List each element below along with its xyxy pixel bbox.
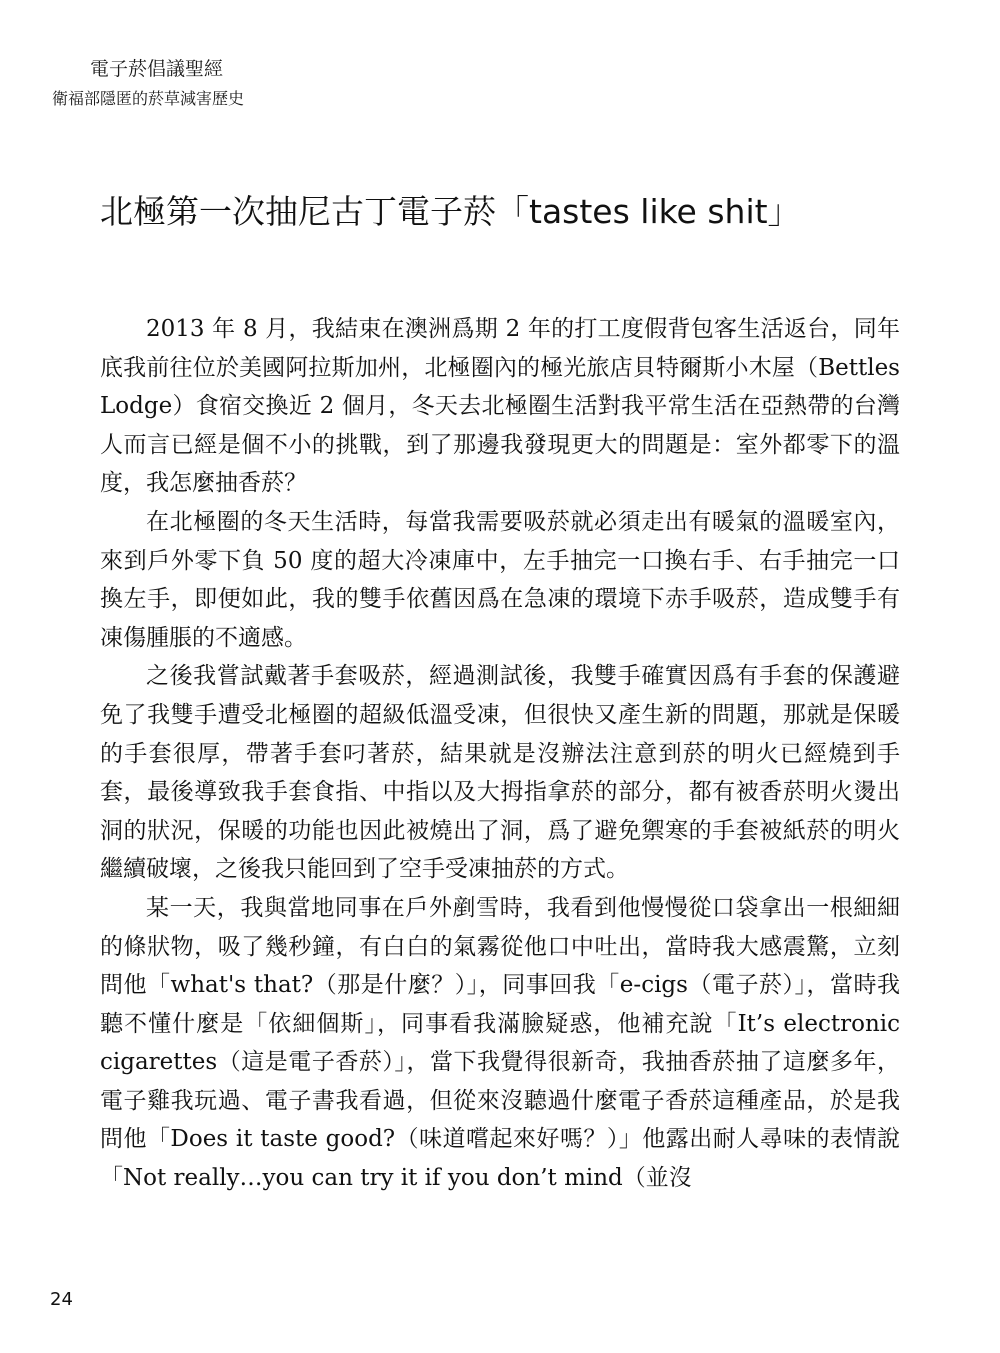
paragraph: 在北極圈的冬天生活時，每當我需要吸菸就必須走出有暖氣的溫暖室內，來到戶外零下負 50 度的超大冷凍庫中，左手抽完一口換右手、右手抽完一口換左手，即便如此，我的雙手依舊因爲在急凍的環境下赤手吸菸，造成雙手有凍傷腫脹的不適感。 — [100, 508, 900, 651]
paragraph: 某一天，我與當地同事在戶外剷雪時，我看到他慢慢從口袋拿出一根細細的條狀物，吸了幾秒鐘，有白白的氣霧從他口中吐出，當時我大感震驚，立刻問他「what's that?（那是什麼？）」，同事回我「e-cigs（電子菸）」，當時我聽不懂什麼是「依細個斯」，同事看我滿臉疑惑，他補充說「It’s electronic cigarettes（這是電子香菸）」，當下我覺得很新奇，我抽香菸抽了這麼多年，電子雞我玩過、電子書我看過，但從來沒聽過什麼電子香菸這種產品，於是我問他「Does it taste good?（味道嚐起來好嗎？）」他露出耐人尋味的表情說「Not really…you can try it if you don’t mind（並沒 — [100, 894, 900, 1192]
paragraph: 2013 年 8 月，我結束在澳洲爲期 2 年的打工度假背包客生活返台，同年底我前往位於美國阿拉斯加州，北極圈內的極光旅店貝特爾斯小木屋（Bettles Lodge）食宿交換近 2 個月，冬天去北極圈生活對我平常生活在亞熱帶的台灣人而言已經是個不小的挑戰，到了那邊我發現更大的問題是：室外都零下的溫度，我怎麼抽香菸？ — [100, 316, 900, 497]
body-text — [100, 310, 900, 1198]
chapter-title: 北極第一次抽尼古丁電子菸「tastes like shit」 — [100, 192, 801, 231]
book-title: 電子菸倡議聖經 — [90, 58, 224, 80]
book-subtitle: 衛福部隱匿的菸草減害歷史 — [52, 89, 245, 108]
paragraph: 之後我嘗試戴著手套吸菸，經過測試後，我雙手確實因爲有手套的保護避免了我雙手遭受北極圈的超級低溫受凍，但很快又產生新的問題，那就是保暖的手套很厚，帶著手套叼著菸，結果就是沒辦法注意到菸的明火已經燒到手套，最後導致我手套食指、中指以及大拇指拿菸的部分，都有被香菸明火燙出洞的狀況，保暖的功能也因此被燒出了洞，爲了避免禦寒的手套被紙菸的明火繼續破壞，之後我只能回到了空手受凍抽菸的方式。 — [100, 663, 900, 883]
running-header — [52, 56, 452, 110]
page-number: 24 — [50, 1289, 73, 1310]
